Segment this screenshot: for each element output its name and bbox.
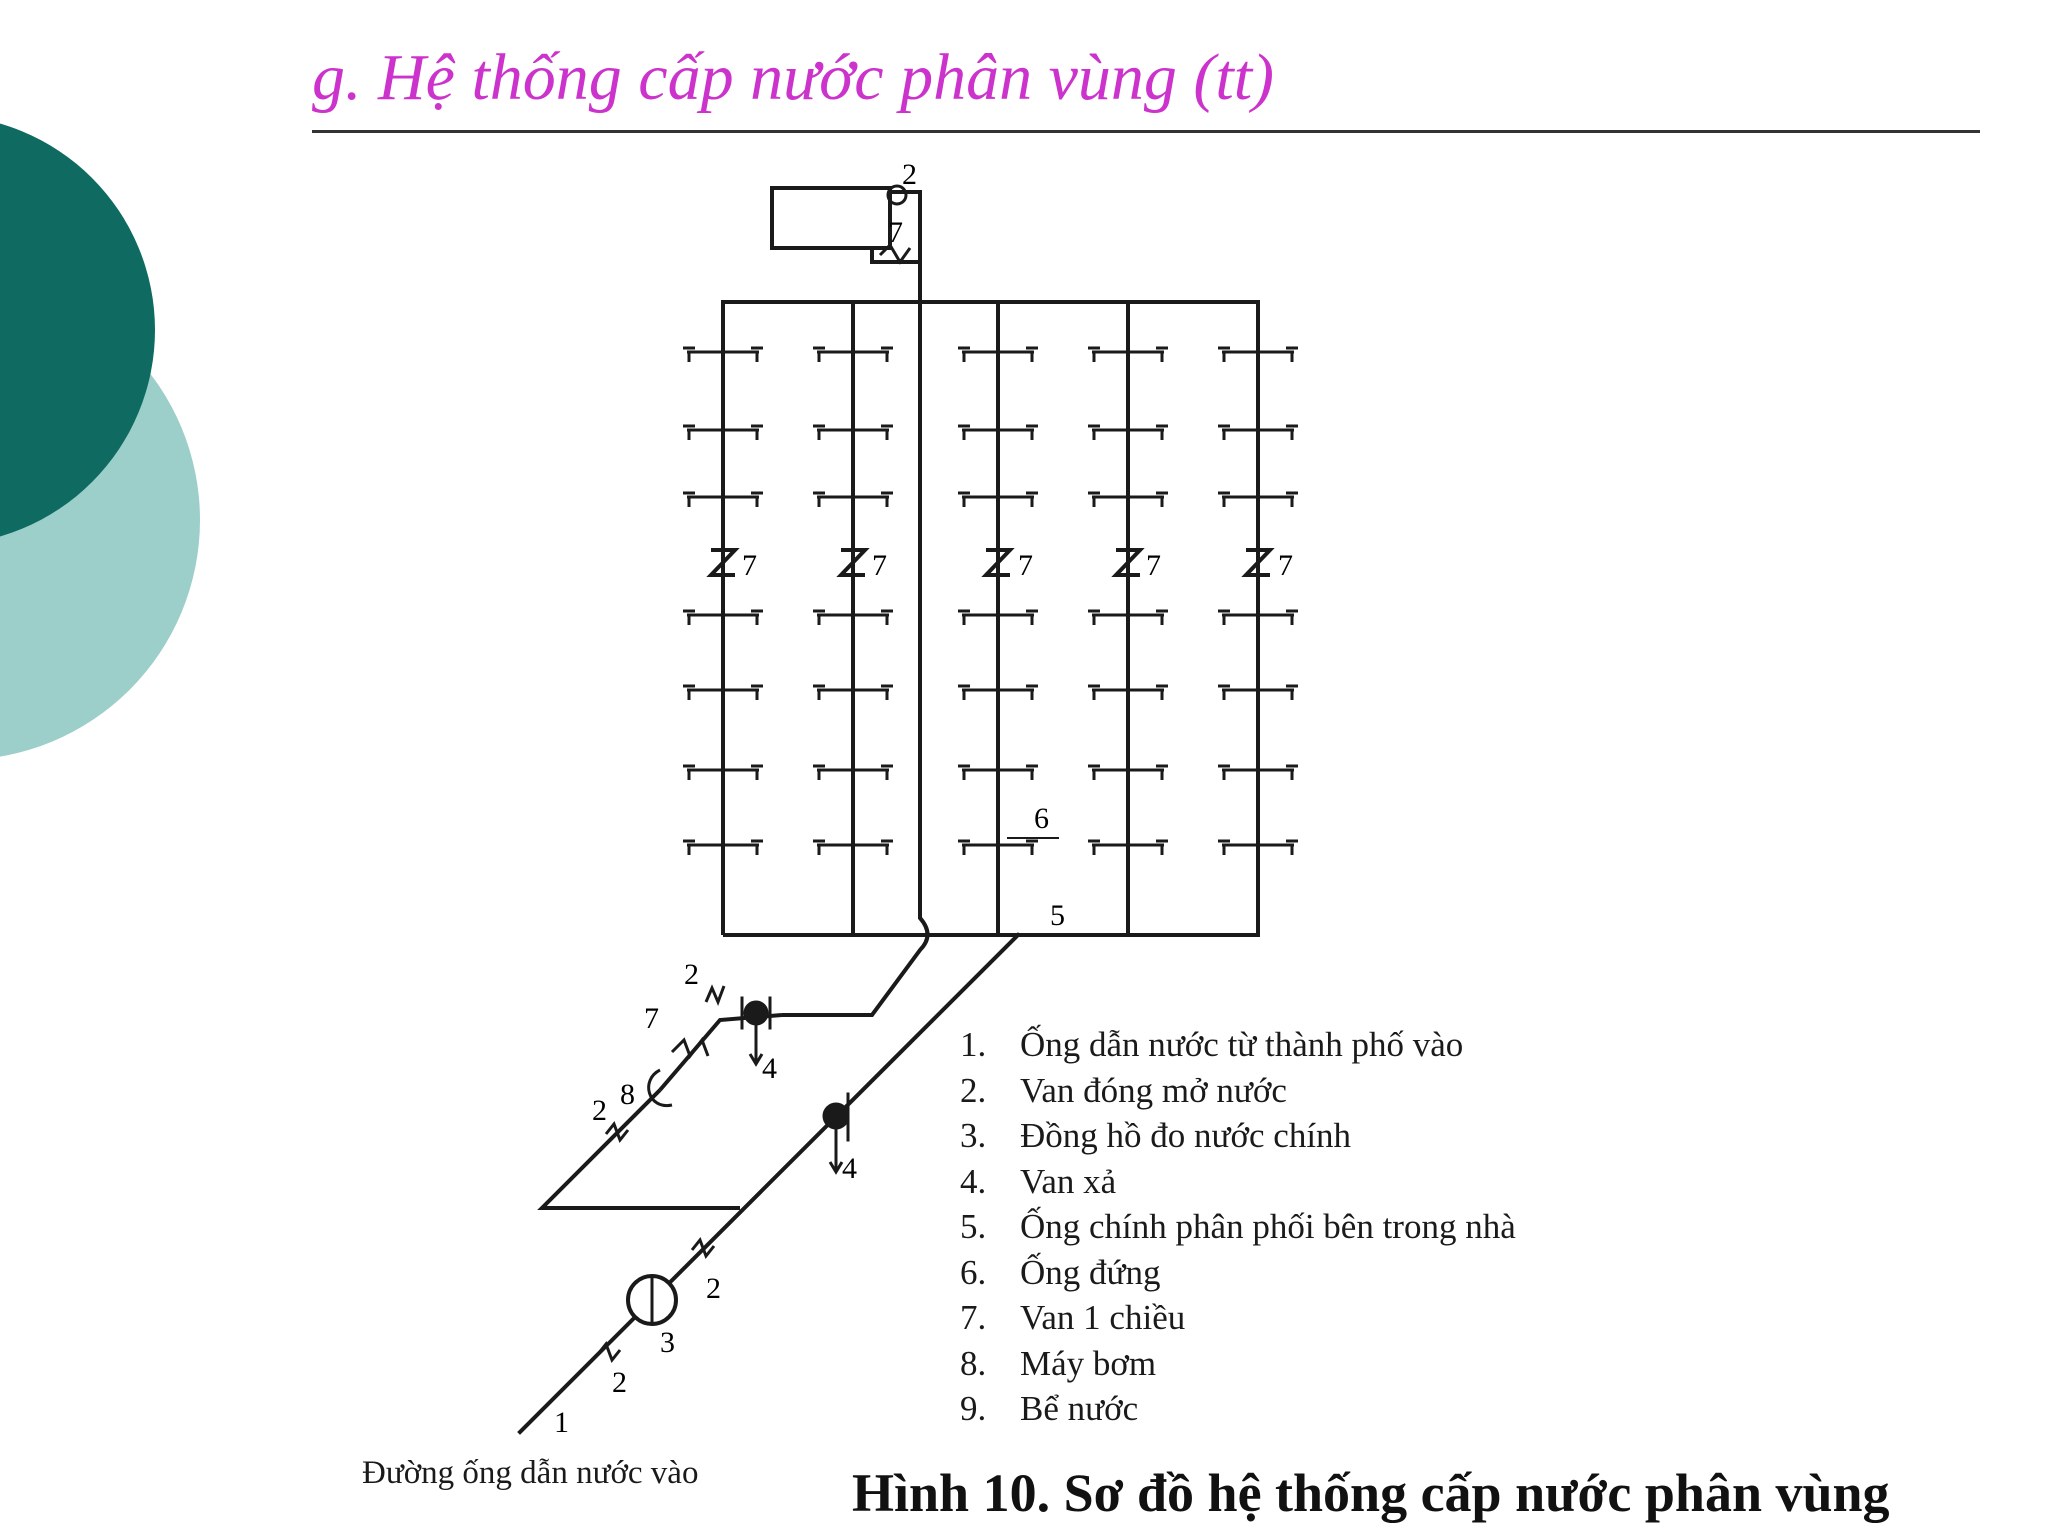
legend-text: Van đóng mở nước — [1020, 1070, 1287, 1110]
legend-list — [960, 1022, 1516, 1432]
meter-valve-before-icon — [598, 1344, 620, 1360]
legend-number: 8. — [960, 1343, 987, 1383]
roof-water-tank — [772, 188, 890, 248]
legend-item — [960, 1386, 1516, 1432]
legend-number: 5. — [960, 1207, 987, 1246]
label-meter-valve-before: 2 — [612, 1366, 627, 1399]
legend-item — [960, 1341, 1516, 1387]
building-frame-pipe — [723, 302, 1258, 935]
label-drain-valve-lower: 4 — [842, 1152, 857, 1185]
label-pump: 8 — [620, 1078, 635, 1111]
legend-item — [960, 1113, 1516, 1159]
legend-item — [960, 1022, 1516, 1068]
legend-item — [960, 1068, 1516, 1114]
drain-valve-upper-outlet — [750, 1024, 762, 1064]
drain-valve-upper-icon — [745, 1002, 767, 1024]
legend-item — [960, 1250, 1516, 1296]
legend-number: 1. — [960, 1025, 987, 1064]
label-riser-check-valve-2: 7 — [872, 549, 887, 582]
pump-line-valve-icon — [706, 986, 724, 1002]
label-pump-inlet-valve: 2 — [592, 1094, 607, 1127]
legend-number: 9. — [960, 1389, 987, 1428]
label-riser-check-valve-4: 7 — [1146, 549, 1161, 582]
label-drain-valve-upper: 4 — [762, 1052, 777, 1085]
legend-text: Đồng hồ đo nước chính — [1020, 1116, 1352, 1155]
legend-item — [960, 1159, 1516, 1205]
drain-valve-lower-icon — [824, 1104, 848, 1128]
label-riser-check-valve-3: 7 — [1018, 549, 1033, 582]
label-pump-line-check-valve: 7 — [644, 1002, 659, 1035]
label-roof-valve: 2 — [902, 158, 917, 191]
pump-line-check-valve-icon — [672, 1040, 708, 1056]
legend-number: 7. — [960, 1298, 987, 1337]
pump-bypass-pipe — [542, 1090, 740, 1208]
legend-number: 6. — [960, 1252, 987, 1292]
label-roof-check-valve: 7 — [888, 216, 903, 249]
inlet-pipe-caption: Đường ống dẫn nước vào — [362, 1455, 699, 1491]
legend-text: Máy bơm — [1020, 1343, 1157, 1383]
legend-item — [960, 1204, 1516, 1250]
legend-text: Ống đứng — [1020, 1252, 1161, 1292]
legend-text: Van xả — [1020, 1161, 1117, 1201]
legend-number: 2. — [960, 1070, 987, 1110]
label-riser-check-valve-1: 7 — [742, 549, 757, 582]
label-water-meter: 3 — [660, 1326, 675, 1359]
fixture-taps — [683, 348, 1298, 855]
legend-text: Ống dẫn nước từ thành phố vào — [1020, 1025, 1464, 1064]
legend-number: 4. — [960, 1161, 987, 1201]
legend-text: Van 1 chiều — [1020, 1298, 1186, 1337]
legend-item — [960, 1295, 1516, 1341]
drain-valve-lower-outlet — [830, 1128, 842, 1172]
label-riser: 6 — [1034, 802, 1049, 835]
legend-text: Bể nước — [1020, 1389, 1139, 1428]
label-meter-valve-after: 2 — [706, 1272, 721, 1305]
slide-title: g. Hệ thống cấp nước phân vùng (tt) — [312, 41, 1275, 114]
figure-caption: Hình 10. Sơ đồ hệ thống cấp nước phân vùng — [852, 1463, 1890, 1523]
label-main-pipe: 5 — [1050, 899, 1065, 932]
legend-number: 3. — [960, 1116, 987, 1155]
label-riser-check-valve-5: 7 — [1278, 549, 1293, 582]
legend-text: Ống chính phân phối bên trong nhà — [1020, 1207, 1516, 1246]
label-pump-line-valve: 2 — [684, 958, 699, 991]
label-inlet-pipe: 1 — [554, 1406, 569, 1439]
